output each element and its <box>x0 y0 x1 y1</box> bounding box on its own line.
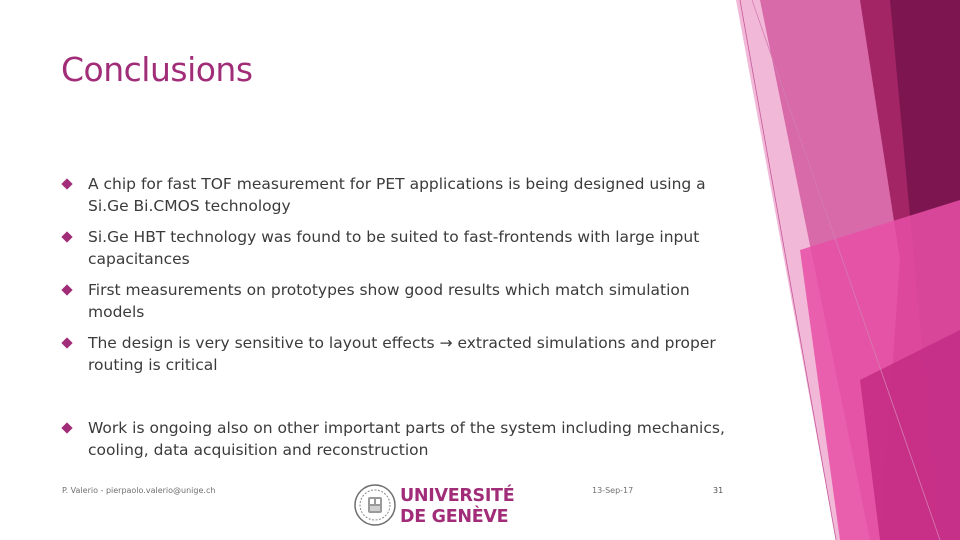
university-seal-icon <box>354 484 396 526</box>
university-logo <box>354 484 514 530</box>
university-name-line2: DE GENÈVE <box>400 507 509 527</box>
bullet-text: The design is very sensitive to layout effects → extracted simulations and proper routing is critical <box>88 334 716 374</box>
bullet-text: First measurements on prototypes show good results which match simulation models <box>88 281 690 321</box>
university-name <box>400 486 514 528</box>
slide-title: Conclusions <box>61 50 253 89</box>
bullet-text: A chip for fast TOF measurement for PET applications is being designed using a Si.Ge Bi.CMOS technology <box>88 175 706 215</box>
university-name-line1: UNIVERSITÉ <box>400 486 515 506</box>
slide-number: 31 <box>713 486 724 495</box>
footer-author: P. Valerio - pierpaolo.valerio@unige.ch <box>62 486 216 495</box>
bullet-text: Si.Ge HBT technology was found to be suited to fast-frontends with large input capacitances <box>88 228 700 268</box>
footer-date: 13-Sep-17 <box>592 486 634 495</box>
bullet-text: Work is ongoing also on other important parts of the system including mechanics, cooling, data acquisition and reconstruction <box>88 419 725 459</box>
